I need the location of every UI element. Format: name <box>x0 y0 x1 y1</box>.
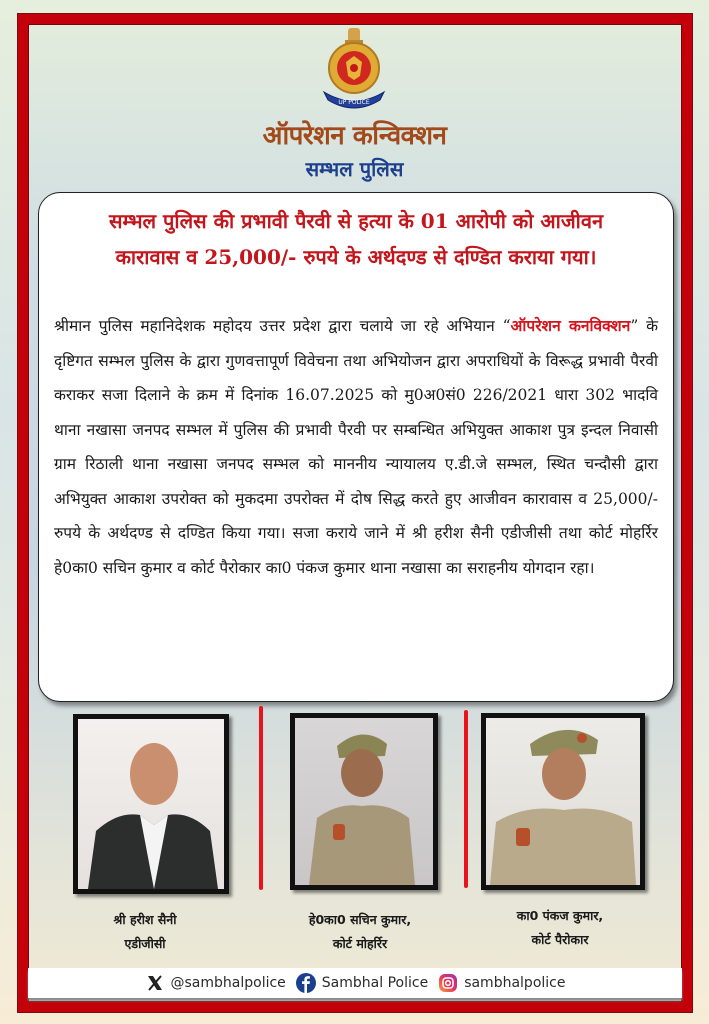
campaign-subtitle: सम्भल पुलिस <box>305 157 404 181</box>
emblem-text: UP POLICE <box>338 99 370 106</box>
caption-person-3 <box>470 904 650 952</box>
facebook-icon <box>296 973 316 993</box>
person-1-role: एडीजीसी <box>124 936 166 951</box>
twitter-link[interactable] <box>145 973 286 993</box>
instagram-icon <box>438 973 458 993</box>
photo-sachin-kumar <box>290 713 438 890</box>
facebook-page: Sambhal Police <box>321 975 429 991</box>
twitter-handle: @sambhalpolice <box>170 975 286 991</box>
emblem-icon <box>318 28 390 114</box>
person-3-name: का0 पंकज कुमार, <box>516 908 604 923</box>
x-twitter-icon <box>145 973 165 993</box>
instagram-link[interactable] <box>438 973 565 993</box>
campaign-title: ऑपरेशन कन्विक्शन <box>262 121 447 151</box>
caption-person-1 <box>60 908 230 956</box>
operation-highlight: ऑपरेशन कनविक्शन <box>510 316 631 335</box>
photo-harish-saini <box>73 714 229 894</box>
news-card <box>38 192 674 702</box>
officer-silhouette-icon <box>486 718 640 885</box>
quote-open: “ <box>502 317 511 335</box>
caption-person-2 <box>270 908 450 956</box>
person-1-name: श्री हरीश सैनी <box>113 912 177 927</box>
body-part-2: के दृष्टिगत सम्भल पुलिस के द्वारा गुणवत्तापूर्ण विवेचना तथा अभियोजन द्वारा अपराधियों के विरूद्ध प्रभावी पैरवी कराकर सजा दिलाने के क्रम में दिनांक 16.07.2025 को मु0अ0सं0 226/2021 धारा 302 भादवि थाना नखासा जनपद सम्भल में पुलिस की प्रभावी पैरवी पर सम्बन्धित अभियुक्त आकाश पुत्र इन्दल निवासी ग्राम रिठाली थाना नखासा जनपद सम्भल को माननीय न्यायालय ए.डी.जे सम्भल, स्थित चन्दौसी द्वारा अभियुक्त आकाश उपरोक्त को मुकदमा उपरोक्त में दोष सिद्ध करते हुए आजीवन कारावास व 25,000/- रुपये के अर्थदण्ड से दण्डित किया गया। सजा कराये जाने में श्री हरीश सैनी एडीजीसी तथा कोर्ट मोहर्रिर हे0का0 सचिन कुमार व कोर्ट पैरोकार का0 पंकज कुमार थाना नखासा का सराहनीय योगदान रहा। <box>54 317 658 577</box>
officer-silhouette-icon <box>295 718 433 885</box>
photo-divider-1 <box>259 706 263 890</box>
headline <box>39 203 673 275</box>
person-2-role: कोर्ट मोहर्रिर <box>332 936 388 951</box>
body-part-1: श्रीमान पुलिस महानिदेशक महोदय उत्तर प्रदेश द्वारा चलाये जा रहे अभियान <box>54 317 503 335</box>
person-2-name: हे0का0 सचिन कुमार, <box>308 912 412 927</box>
body-text <box>54 309 658 585</box>
photo-divider-2 <box>464 710 468 888</box>
headline-line-1: सम्भल पुलिस की प्रभावी पैरवी से हत्या के 01 आरोपी को आजीवन <box>108 209 604 233</box>
person-silhouette-icon <box>78 719 224 889</box>
quote-close: ” <box>630 317 639 335</box>
photo-pankaj-kumar <box>481 713 645 890</box>
person-3-role: कोर्ट पैरोकार <box>531 932 589 947</box>
facebook-link[interactable] <box>296 973 428 993</box>
up-police-emblem <box>318 28 390 114</box>
instagram-handle: sambhalpolice <box>464 975 566 991</box>
social-footer <box>28 968 682 998</box>
headline-line-2: कारावास व 25,000/- रुपये के अर्थदण्ड से दण्डित कराया गया। <box>115 245 597 269</box>
